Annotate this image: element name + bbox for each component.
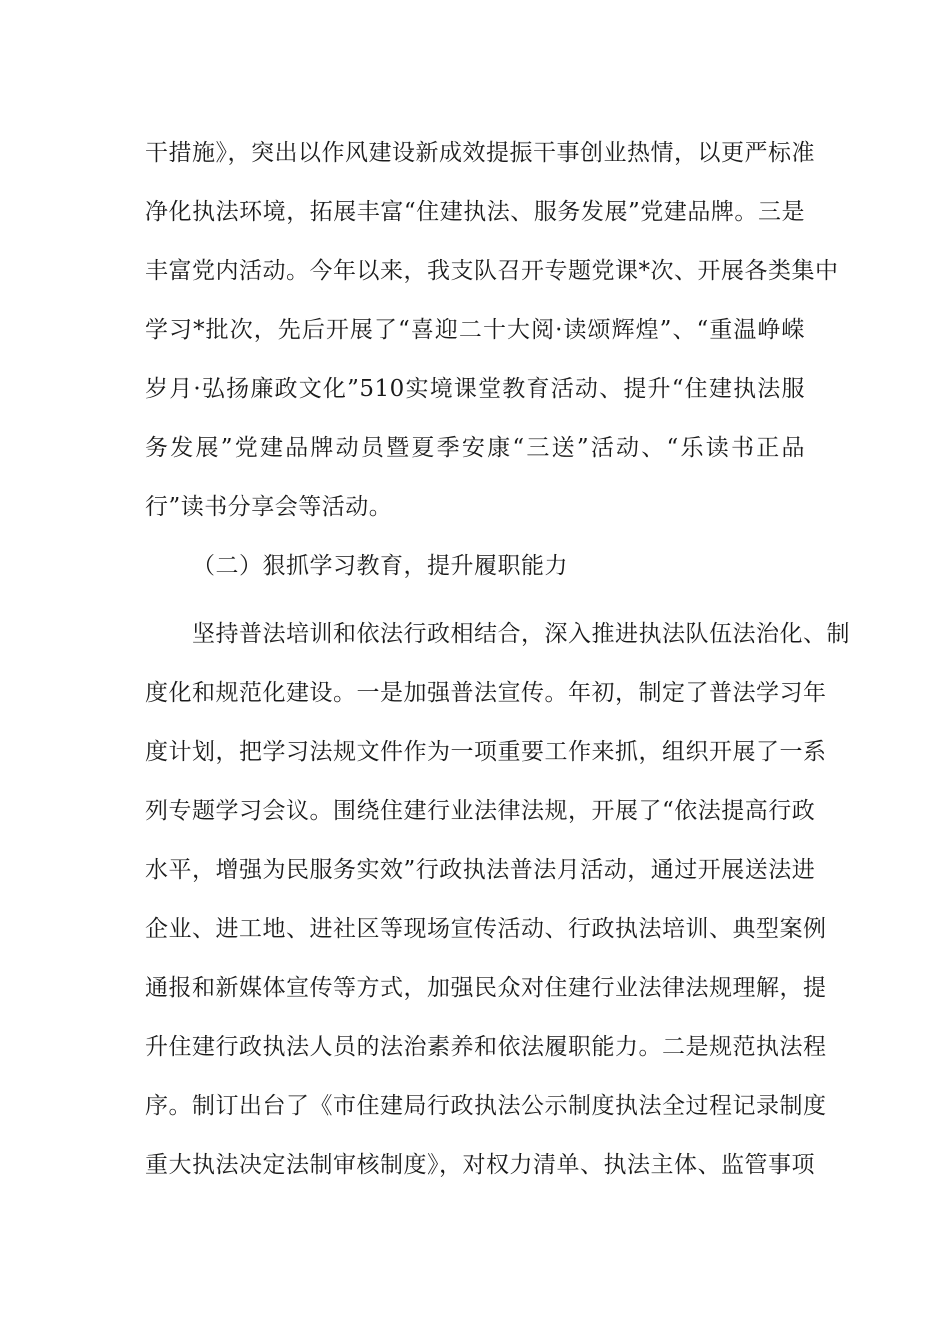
paragraph2-line-9: 序。制订出台了《市住建局行政执法公示制度执法全过程记录制度: [145, 1093, 827, 1119]
paragraph1-line-6: 务发展”党建品牌动员暨夏季安康“三送”活动、“乐读书正品: [145, 435, 805, 461]
section-heading: （二）狠抓学习教育，提升履职能力: [192, 553, 568, 579]
paragraph1-line-7: 行”读书分享会等活动。: [145, 494, 393, 520]
paragraph1-line-3: 丰富党内活动。今年以来，我支队召开专题党课*次、开展各类集中: [145, 258, 839, 284]
paragraph1-line-2: 净化执法环境，拓展丰富“住建执法、服务发展”党建品牌。三是: [145, 199, 805, 225]
paragraph2-line-8: 升住建行政执法人员的法治素养和依法履职能力。二是规范执法程: [145, 1034, 827, 1060]
paragraph1-line-4: 学习*批次，先后开展了“喜迎二十大阅·读颂辉煌”、“重温峥嵘: [145, 317, 805, 343]
paragraph1-line-5: 岁月·弘扬廉政文化”510实境课堂教育活动、提升“住建执法服: [145, 376, 805, 402]
paragraph2-line-1: 坚持普法培训和依法行政相结合，深入推进执法队伍法治化、制: [192, 621, 850, 647]
paragraph2-line-3: 度计划，把学习法规文件作为一项重要工作来抓，组织开展了一系: [145, 739, 827, 765]
paragraph2-line-10: 重大执法决定法制审核制度》，对权力清单、执法主体、监管事项: [145, 1152, 815, 1178]
paragraph2-line-4: 列专题学习会议。围绕住建行业法律法规，开展了“依法提高行政: [145, 798, 816, 824]
paragraph2-line-6: 企业、进工地、进社区等现场宣传活动、行政执法培训、典型案例: [145, 916, 827, 942]
paragraph2-line-2: 度化和规范化建设。一是加强普法宣传。年初，制定了普法学习年: [145, 680, 827, 706]
paragraph2-line-5: 水平，增强为民服务实效”行政执法普法月活动，通过开展送法进: [145, 857, 816, 883]
paragraph1-line-1: 干措施》，突出以作风建设新成效提振干事创业热情，以更严标准: [145, 140, 815, 166]
paragraph2-line-7: 通报和新媒体宣传等方式，加强民众对住建行业法律法规理解，提: [145, 975, 827, 1001]
